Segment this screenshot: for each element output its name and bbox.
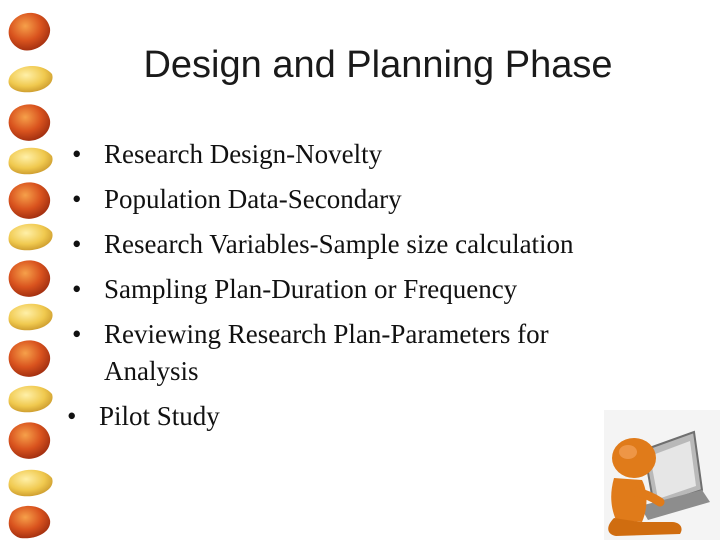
bullet-list <box>67 132 682 439</box>
bullet-marker: • <box>72 274 82 304</box>
bullet-item <box>72 177 682 222</box>
bullet-text: Sampling Plan-Duration or Frequency <box>104 274 518 304</box>
bullet-text: Reviewing Research Plan-Parameters for Analysis <box>104 319 549 386</box>
bullet-text: Research Variables-Sample size calculation <box>104 229 574 259</box>
bullet-item <box>72 132 682 177</box>
leaf-icon <box>9 470 53 497</box>
leaf-icon <box>9 148 53 175</box>
leaf-icon <box>9 340 51 376</box>
bullet-marker: • <box>72 139 82 169</box>
bullet-text: Pilot Study <box>99 401 220 431</box>
leaf-icon <box>9 422 51 458</box>
autumn-leaf-border <box>0 0 60 540</box>
bullet-text: Research Design-Novelty <box>104 139 383 169</box>
leaf-icon <box>9 182 51 218</box>
bullet-item <box>72 222 682 267</box>
bullet-marker: • <box>72 319 82 349</box>
leaf-icon <box>9 386 53 413</box>
bullet-marker: • <box>72 229 82 259</box>
leaf-icon <box>9 224 53 251</box>
bullet-marker: • <box>67 401 77 431</box>
leaf-icon <box>9 104 51 140</box>
leaf-icon <box>9 13 51 51</box>
person-with-laptop-illustration <box>584 410 720 540</box>
leaf-icon-group <box>9 13 53 538</box>
bullet-marker: • <box>72 184 82 214</box>
leaf-icon <box>9 66 53 92</box>
bullet-item <box>72 267 682 312</box>
leaf-icon <box>9 304 53 331</box>
leaf-icon <box>9 260 51 296</box>
leaf-icon <box>9 506 50 538</box>
slide-title: Design and Planning Phase <box>143 44 613 86</box>
bullet-item <box>72 312 682 394</box>
bullet-text: Population Data-Secondary <box>104 184 402 214</box>
